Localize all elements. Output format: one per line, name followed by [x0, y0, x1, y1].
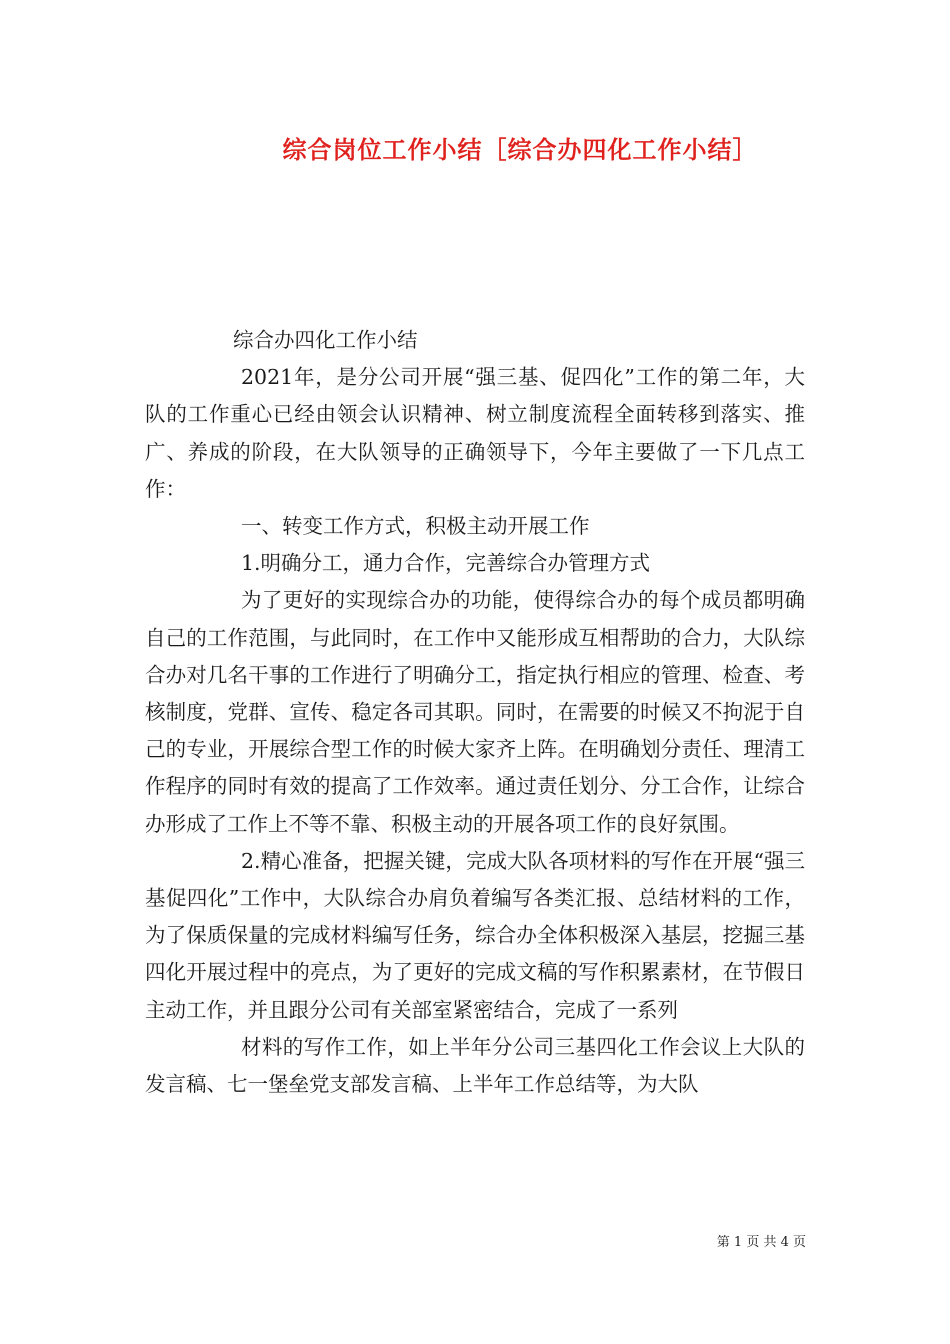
subsection-heading-1: 1.明确分工，通力合作，完善综合办管理方式	[241, 551, 651, 576]
document-body	[145, 322, 805, 1103]
page-number: 第 1 页 共 4 页	[716, 1235, 806, 1250]
section-heading: 一、转变工作方式，积极主动开展工作	[241, 514, 590, 539]
paragraph-intro: 2021年，是分公司开展“强三基、促四化”工作的第二年，大队的工作重心已经由领会认识精神、树立制度流程全面转移到落实、推广、养成的阶段，在大队领导的正确领导下，今年主要做了一下几点工作：	[145, 365, 805, 501]
document-title: 综合岗位工作小结［综合办四化工作小结］	[282, 135, 758, 164]
document-subtitle: 综合办四化工作小结	[233, 328, 418, 352]
paragraph-body-2: 2.精心准备，把握关键，完成大队各项材料的写作在开展“强三基促四化”工作中，大队综合办肩负着编写各类汇报、总结材料的工作，为了保质保量的完成材料编写任务，综合办全体积极深入基层，挖掘三基四化开展过程中的亮点，为了更好的完成文稿的写作积累素材，在节假日主动工作，并且跟分公司有关部室紧密结合，完成了一系列	[145, 848, 805, 1022]
paragraph-body-1: 为了更好的实现综合办的功能，使得综合办的每个成员都明确自己的工作范围，与此同时，在工作中又能形成互相帮助的合力，大队综合办对几名干事的工作进行了明确分工，指定执行相应的管理、检查、考核制度，党群、宣传、稳定各司其职。同时，在需要的时候又不拘泥于自己的专业，开展综合型工作的时候大家齐上阵。在明确划分责任、理清工作程序的同时有效的提高了工作效率。通过责任划分、分工合作，让综合办形成了工作上不等不靠、积极主动的开展各项工作的良好氛围。	[145, 588, 805, 836]
paragraph-body-3: 材料的写作工作，如上半年分公司三基四化工作会议上大队的发言稿、七一堡垒党支部发言稿、上半年工作总结等，为大队	[145, 1034, 805, 1097]
